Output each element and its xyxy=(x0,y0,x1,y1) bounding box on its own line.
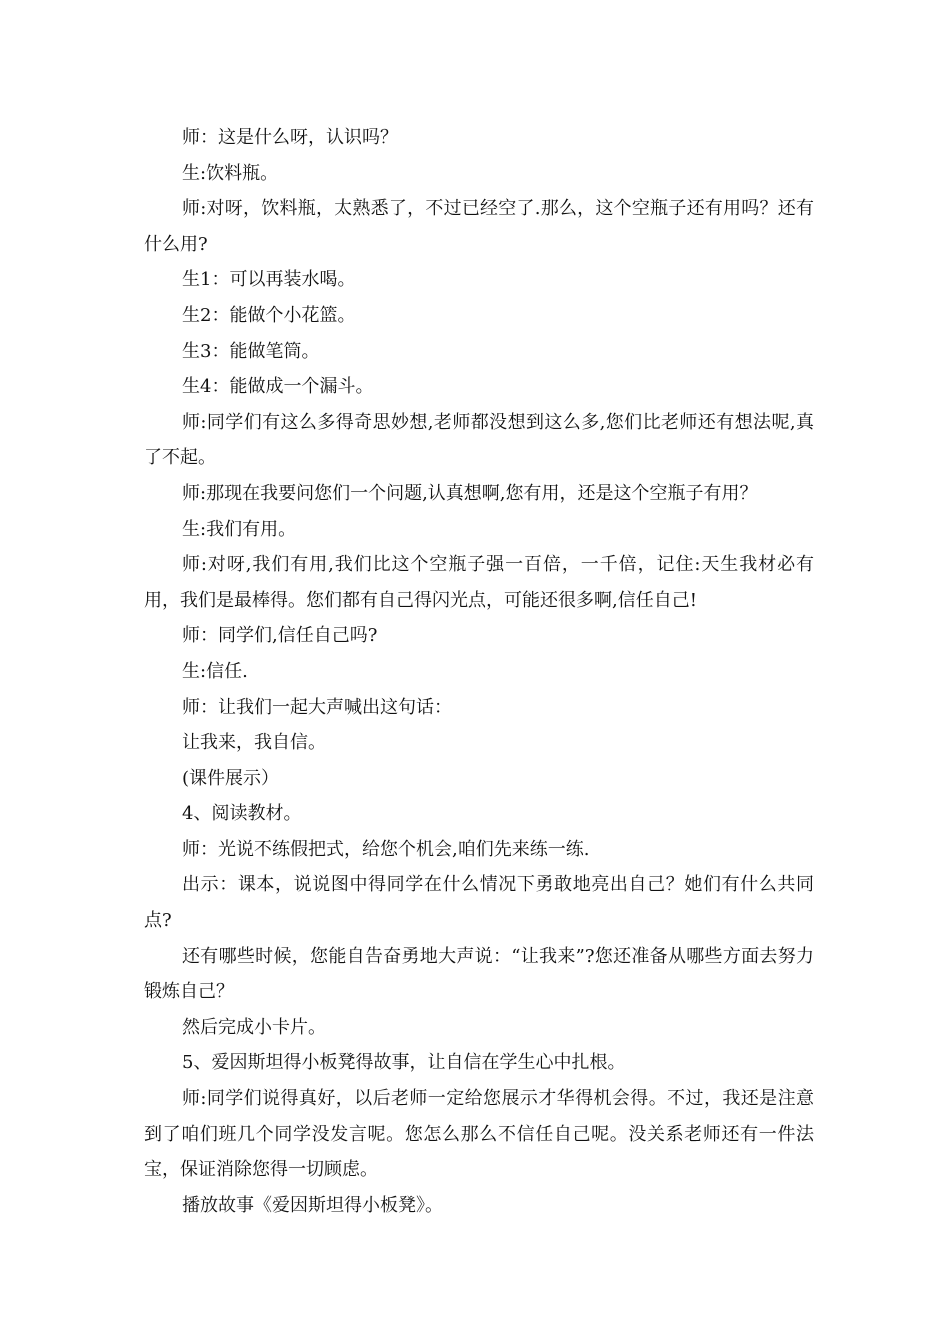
paragraph: 5、爱因斯坦得小板凳得故事，让自信在学生心中扎根。 xyxy=(182,1052,626,1074)
paragraph: 师：这是什么呀，认识吗？ xyxy=(182,127,398,148)
paragraph: 出示：课本，说说图中得同学在什么情况下勇敢地亮出自己？她们有什么共同点? xyxy=(144,874,814,932)
paragraph: 生:信任. xyxy=(182,660,248,682)
paragraph: 生:饮料瓶。 xyxy=(182,162,279,184)
paragraph: 师：光说不练假把式，给您个机会,咱们先来练一练. xyxy=(182,838,590,860)
paragraph: 师:对呀,我们有用,我们比这个空瓶子强一百倍，一千倍，记住:天生我材必有用，我们是最棒得。您们都有自己得闪光点，可能还很多啊,信任自己! xyxy=(144,554,814,611)
paragraph: 生:我们有用。 xyxy=(182,518,297,540)
paragraph: 师：让我们一起大声喊出这句话： xyxy=(182,696,452,718)
paragraph: 4、阅读教材。 xyxy=(182,803,302,825)
paragraph: 然后完成小卡片。 xyxy=(182,1016,326,1038)
paragraph: 师:同学们说得真好，以后老师一定给您展示才华得机会得。不过，我还是注意到了咱们班几个同学没发言呢。您怎么那么不信任自己呢。没关系老师还有一件法宝，保证消除您得一切顾虑。 xyxy=(144,1088,814,1181)
paragraph: 生2：能做个小花篮。 xyxy=(182,304,356,326)
paragraph: 师:那现在我要问您们一个问题,认真想啊,您有用，还是这个空瓶子有用？ xyxy=(182,482,758,504)
paragraph: 师:对呀，饮料瓶，太熟悉了，不过已经空了.那么，这个空瓶子还有用吗？还有什么用? xyxy=(144,198,814,255)
paragraph: 还有哪些时候，您能自告奋勇地大声说：“让我来”?您还准备从哪些方面去努力锻炼自己？ xyxy=(144,945,814,1003)
document-page xyxy=(144,120,814,1223)
paragraph: 师：同学们,信任自己吗? xyxy=(182,625,378,647)
paragraph: 播放故事《爱因斯坦得小板凳》。 xyxy=(182,1194,443,1216)
paragraph: 生1：可以再装水喝。 xyxy=(182,269,356,291)
paragraph: 让我来，我自信。 xyxy=(182,732,326,754)
paragraph: 师:同学们有这么多得奇思妙想,老师都没想到这么多,您们比老师还有想法呢,真了不起。 xyxy=(144,411,814,469)
paragraph: 生4：能做成一个漏斗。 xyxy=(182,376,374,398)
paragraph: (课件展示） xyxy=(182,767,280,789)
paragraph: 生3：能做笔筒。 xyxy=(182,340,320,362)
